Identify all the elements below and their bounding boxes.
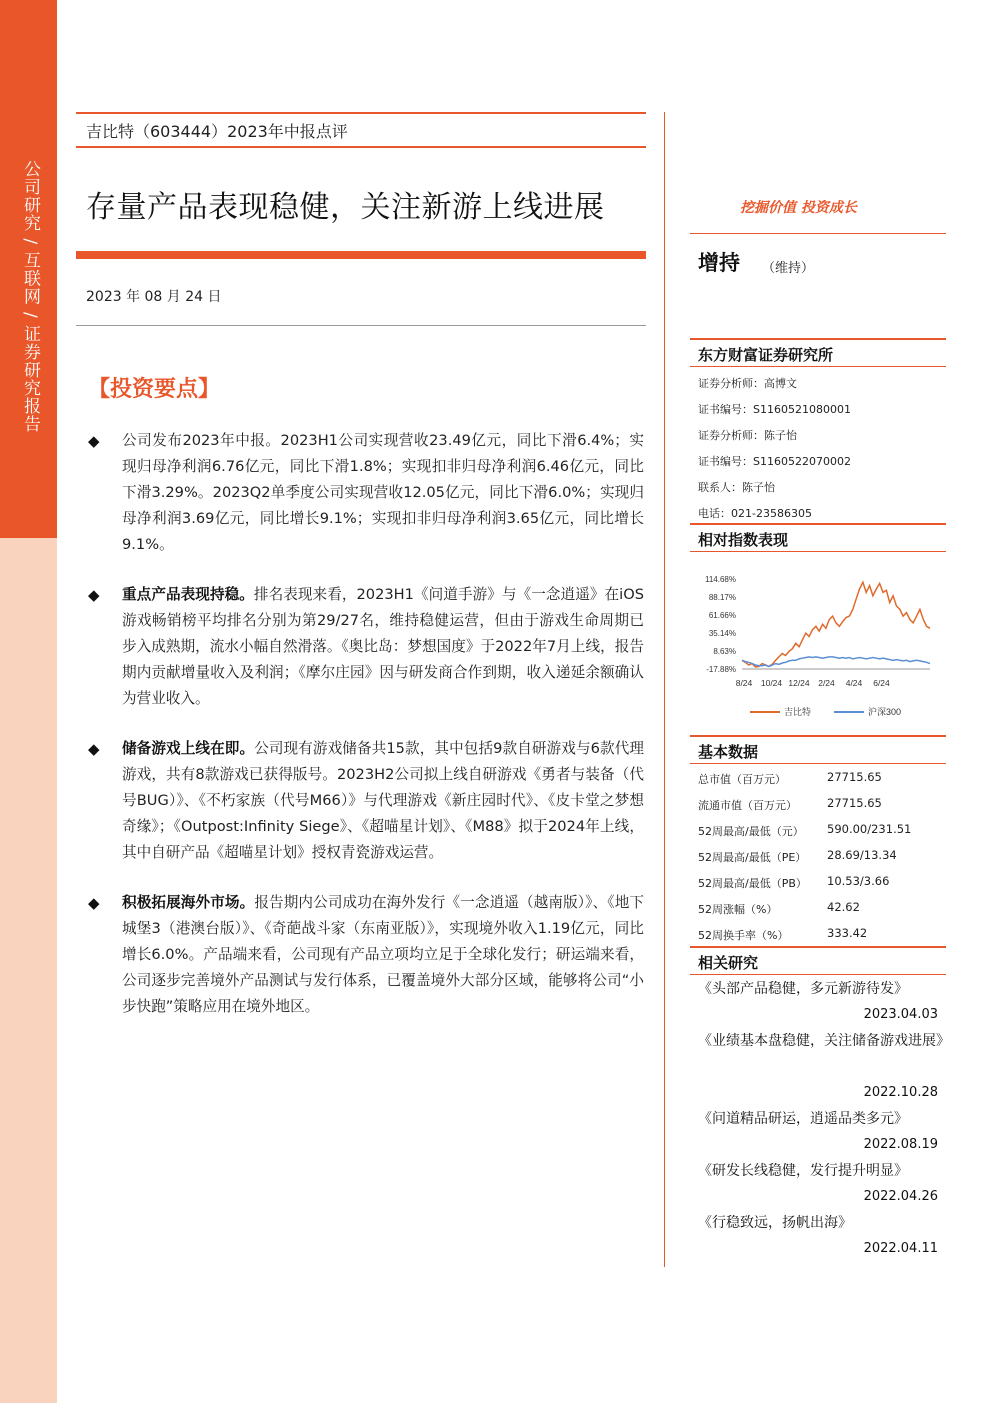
related-report-link[interactable]: 《业绩基本盘稳健，关注储备游戏进展》 — [698, 1033, 950, 1049]
relative-performance-chart — [690, 566, 946, 726]
x-tick-label: 12/24 — [788, 678, 810, 688]
related-report-date: 2022.04.11 — [863, 1241, 938, 1256]
x-tick-label: 6/24 — [873, 678, 890, 688]
data-label: 52周最高/最低（PE） — [698, 851, 807, 864]
related-report-date: 2022.10.28 — [863, 1085, 938, 1100]
sidebar-lower — [0, 538, 57, 1403]
x-tick-label: 10/24 — [760, 678, 783, 688]
chart-rule — [690, 523, 946, 525]
data-value: 10.53/3.66 — [827, 874, 890, 888]
bullet-lead: 积极拓展海外市场。 — [122, 894, 255, 911]
data-value: 590.00/231.51 — [827, 822, 912, 836]
rating: 增持 — [698, 251, 740, 275]
related-rule — [690, 946, 946, 948]
related-report-date: 2023.04.03 — [863, 1007, 938, 1022]
y-tick-label: 8.63% — [713, 647, 736, 656]
diamond-icon: ◆ — [88, 432, 100, 450]
analyst-line: 证书编号：S1160522070002 — [698, 455, 851, 468]
data-value: 27715.65 — [827, 796, 882, 810]
chart-svg — [690, 566, 946, 726]
bullet-lead: 储备游戏上线在即。 — [122, 740, 255, 757]
data-value: 27715.65 — [827, 770, 882, 784]
y-tick-label: 88.17% — [708, 593, 736, 602]
basic-underline — [690, 763, 946, 764]
institute-underline — [690, 366, 946, 367]
x-tick-label: 4/24 — [845, 678, 863, 688]
institute-rule — [690, 338, 946, 340]
related-report-link[interactable]: 《头部产品稳健，多元新游待发》 — [698, 981, 908, 997]
related-report-date: 2022.04.26 — [863, 1189, 938, 1204]
bullet-item — [88, 582, 644, 712]
related-report-date: 2022.08.19 — [863, 1137, 938, 1152]
report-date: 2023 年 08 月 24 日 — [86, 289, 222, 305]
bullet-item — [88, 890, 644, 1020]
x-tick-label: 2/24 — [818, 678, 835, 688]
diamond-icon: ◆ — [88, 894, 100, 912]
rating-note: （维持） — [762, 261, 815, 276]
y-tick-label: 35.14% — [708, 629, 736, 638]
sidebar-category: 公司研究 / 互联网 / 证券研究报告 — [20, 160, 40, 434]
legend-label: 吉比特 — [784, 707, 812, 717]
data-value: 42.62 — [827, 900, 860, 914]
report-type: 吉比特（603444）2023年中报点评 — [86, 122, 348, 141]
basic-heading: 基本数据 — [698, 743, 759, 761]
slogan: 挖掘价值 投资成长 — [740, 200, 857, 216]
bullet-item — [88, 428, 644, 558]
analyst-line: 证券分析师：高博文 — [698, 377, 797, 390]
bullet-text: 公司现有游戏储备共15款，其中包括9款自研游戏与6款代理游戏，共有8款游戏已获得版号。2023H2公司拟上线自研游戏《勇者与装备（代号BUG）》、《不朽家族（代号M66）》与代理游戏《新庄园时代》、《皮卡堂之梦想奇缘》；《Outpost:Infinity Siege》、《超喵星计划》、《M88》拟于2024年上线，其中自研产品《超喵星计划》授权青瓷游戏运营。 — [122, 740, 644, 861]
rating-top-rule — [690, 233, 946, 234]
y-tick-label: 61.66% — [708, 611, 736, 620]
related-heading: 相关研究 — [698, 954, 759, 972]
data-label: 52周涨幅（%） — [698, 903, 778, 916]
chart-underline — [690, 551, 946, 552]
series-line — [742, 582, 930, 667]
analyst-line: 证书编号：S1160521080001 — [698, 403, 851, 416]
institute-name: 东方财富证券研究所 — [698, 346, 834, 364]
analyst-line: 电话：021-23586305 — [698, 507, 812, 520]
diamond-icon: ◆ — [88, 740, 100, 758]
page-title: 存量产品表现稳健，关注新游上线进展 — [86, 190, 605, 225]
data-label: 总市值（百万元） — [698, 773, 786, 786]
y-tick-label: 114.68% — [705, 575, 736, 584]
data-value: 28.69/13.34 — [827, 848, 897, 862]
related-underline — [690, 974, 946, 975]
bullet-text: 公司发布2023年中报。2023H1公司实现营收23.49亿元，同比下滑6.4%；实现归母净利润6.76亿元，同比下滑1.8%；实现扣非归母净利润6.46亿元，同比下滑3.29%。2023Q2单季度公司实现营收12.05亿元，同比下滑6.0%；实现归母净利润3.69亿元，同比增长9.1%；实现扣非归母净利润3.65亿元，同比增长9.1%。 — [122, 432, 644, 553]
key-points — [88, 428, 644, 1044]
data-label: 52周最高/最低（元） — [698, 825, 804, 838]
legend-label: 沪深300 — [868, 707, 902, 717]
header-top-rule — [76, 112, 646, 114]
data-label: 流通市值（百万元） — [698, 799, 797, 812]
analyst-line: 证券分析师：陈子怡 — [698, 429, 797, 442]
analyst-line: 联系人：陈子怡 — [698, 481, 775, 494]
related-report-link[interactable]: 《行稳致远，扬帆出海》 — [698, 1215, 852, 1231]
header-bottom-rule — [76, 146, 646, 148]
diamond-icon: ◆ — [88, 586, 100, 604]
title-bar — [76, 251, 646, 259]
data-label: 52周换手率（%） — [698, 929, 789, 942]
y-tick-label: -17.88% — [706, 665, 736, 674]
bullet-text: 报告期内公司成功在海外发行《一念逍遥（越南版）》、《地下城堡3（港澳台版）》、《奇葩战斗家（东南亚版）》，实现境外收入1.19亿元，同比增长6.0%。产品端来看，公司现有产品立项均立足于全球化发行；研运端来看，公司逐步完善境外产品测试与发行体系，已覆盖境外大部分区域，能够将公司“小步快跑”策略应用在境外地区。 — [122, 894, 644, 1015]
related-report-link[interactable]: 《问道精品研运，逍遥品类多元》 — [698, 1111, 908, 1127]
related-report-link[interactable]: 《研发长线稳健，发行提升明显》 — [698, 1163, 908, 1179]
chart-heading: 相对指数表现 — [698, 531, 789, 549]
bullet-lead: 重点产品表现持稳。 — [122, 586, 254, 603]
basic-rule — [690, 735, 946, 737]
data-value: 333.42 — [827, 926, 868, 940]
date-divider — [76, 325, 646, 326]
bullet-item — [88, 736, 644, 866]
x-tick-label: 8/24 — [735, 678, 753, 688]
data-label: 52周最高/最低（PB） — [698, 877, 807, 890]
section-heading: 【投资要点】 — [88, 377, 221, 402]
bullet-text: 排名表现来看，2023H1《问道手游》与《一念逍遥》在iOS游戏畅销榜平均排名分别为第29/27名，维持稳健运营，但由于游戏生命周期已步入成熟期，流水小幅自然滑落。《奥比岛：梦想国度》于2022年7月上线，报告期内贡献增量收入及利润；《摩尔庄园》因与研发商合作到期，收入递延余额确认为营业收入。 — [122, 586, 644, 707]
column-divider — [664, 112, 665, 1267]
